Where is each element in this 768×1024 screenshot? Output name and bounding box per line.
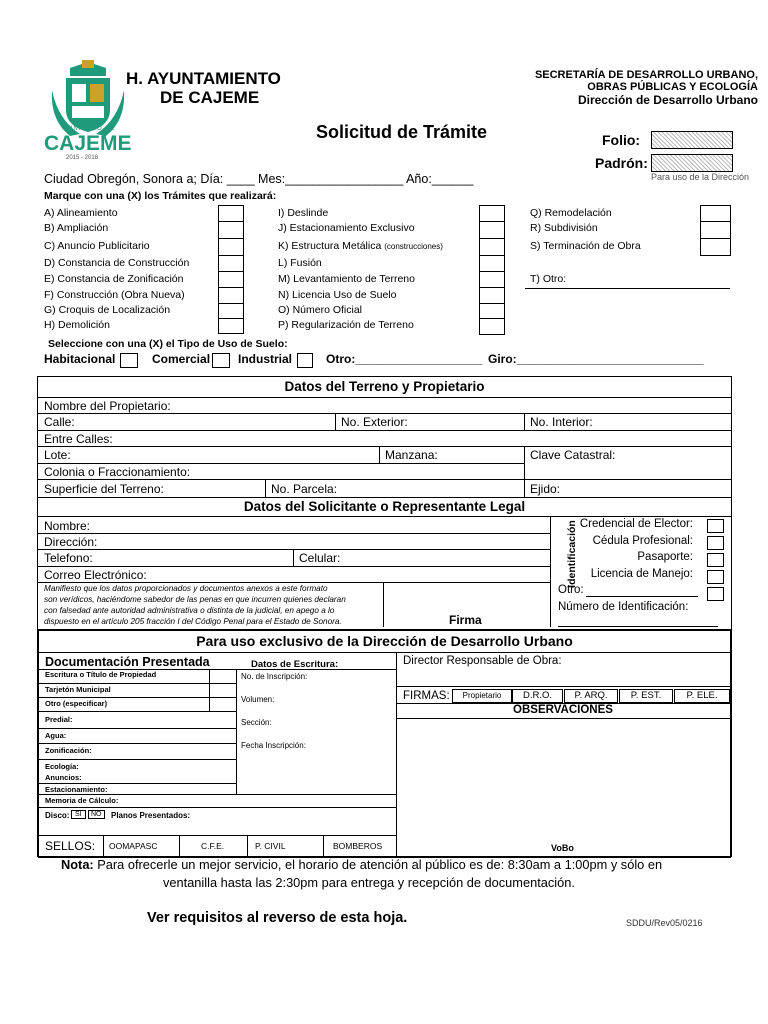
tramite-d: D) Constancia de Construcción — [44, 257, 190, 269]
no-inscripcion-label[interactable]: No. de Inscripción: — [241, 672, 308, 681]
firma-dro[interactable]: D.R.O. — [512, 689, 563, 703]
tramite-t: T) Otro: — [530, 273, 567, 285]
fecha-inscripcion-label[interactable]: Fecha Inscripción: — [241, 741, 306, 750]
form-main-box — [37, 376, 732, 857]
otro-id-line[interactable] — [586, 596, 698, 597]
tramite-checkbox[interactable] — [700, 205, 731, 222]
solicitante-title: Datos del Solicitante o Representante Legal — [243, 499, 526, 514]
tramite-checkbox[interactable] — [479, 205, 505, 222]
tramite-r: R) Subdivisión — [530, 222, 598, 234]
no-parcela-label[interactable]: No. Parcela: — [271, 482, 338, 496]
tramite-checkbox[interactable] — [218, 271, 244, 288]
disco-no-option[interactable]: NO — [88, 810, 105, 819]
uso-otro-field[interactable]: Otro:___________________ — [326, 352, 483, 366]
tramite-checkbox[interactable] — [218, 318, 244, 334]
manifiesto-line4: dispuesto en el artículo 205 fracción I del Código Penal para el Estado de Sonora. — [44, 617, 342, 626]
calle-label[interactable]: Calle: — [44, 415, 75, 429]
giro-field[interactable]: Giro:____________________________ — [488, 352, 704, 366]
nota-text1: Para ofrecerle un mejor servicio, el horario de atención al público es de: 8:30am a 1:00pm y sólo en — [97, 857, 663, 872]
tramite-p: P) Regularización de Terreno — [278, 319, 414, 331]
manifiesto-line1: Manifiesto que los datos proporcionados y documentos anexos a este formato — [44, 584, 328, 593]
nota-line1 — [61, 857, 662, 872]
folio-field[interactable] — [651, 131, 733, 149]
doc-estacionamiento: Estacionamiento: — [45, 785, 108, 794]
tramite-o: O) Número Oficial — [278, 304, 363, 316]
firma-parq[interactable]: P. ARQ. — [564, 689, 618, 703]
tramite-e: E) Constancia de Zonificación — [44, 273, 184, 285]
tramite-n: N) Licencia Uso de Suelo — [278, 289, 397, 301]
tramite-checkbox[interactable] — [218, 255, 244, 272]
doc-otro: Otro (especificar) — [45, 699, 108, 708]
numero-id-label: Número de Identificación: — [558, 601, 689, 613]
cedula-checkbox[interactable] — [707, 536, 724, 550]
numero-id-line[interactable] — [558, 626, 718, 627]
manifiesto-line3: con falsedad ante autoridad administrativa o distinta de la judicial, en apego a lo — [44, 606, 335, 615]
reverso-note: Ver requisitos al reverso de esta hoja. — [147, 910, 408, 926]
secretaria-line1: SECRETARÍA DE DESARROLLO URBANO, — [534, 69, 758, 81]
disco-label: Disco: — [45, 811, 70, 820]
sello-oomapasc: OOMAPASC — [109, 841, 158, 851]
sello-pcivil: P. CIVIL — [255, 841, 286, 851]
tramite-k — [278, 240, 443, 252]
firma-label[interactable]: Firma — [449, 613, 482, 627]
identificacion-vertical-label: Identificación — [566, 520, 578, 588]
tramite-checkbox[interactable] — [218, 221, 244, 239]
nota-label: Nota: — [61, 857, 94, 872]
licencia-label: Licencia de Manejo: — [590, 568, 693, 580]
checkbox-column-1 — [218, 205, 244, 333]
cedula-label: Cédula Profesional: — [592, 535, 693, 547]
form-code: SDDU/Rev05/0216 — [626, 918, 703, 928]
no-interior-label[interactable]: No. Interior: — [530, 415, 593, 429]
tramite-j: J) Estacionamiento Exclusivo — [278, 222, 415, 234]
logo-small-text: MUNICIPIO DE — [62, 126, 116, 132]
tramite-otro-line[interactable] — [525, 288, 730, 289]
otro-id-checkbox[interactable] — [707, 587, 724, 601]
tramite-h: H) Demolición — [44, 319, 110, 331]
firma-propietario[interactable]: Propietario — [452, 689, 512, 703]
observaciones-area[interactable] — [397, 719, 729, 844]
tramite-checkbox[interactable] — [218, 238, 244, 256]
firma-pele[interactable]: P. ELE. — [674, 689, 730, 703]
doc-anuncios: Anuncios: — [45, 773, 82, 782]
planos-label: Planos Presentados: — [111, 811, 191, 820]
nombre-propietario-label[interactable]: Nombre del Propietario: — [44, 399, 171, 413]
manifiesto-line2: son verídicos, haciéndome sabedor de las penas en que incurren quienes declaran — [44, 595, 346, 604]
nombre-solicitante-label[interactable]: Nombre: — [44, 519, 91, 533]
uso-comercial-checkbox[interactable] — [212, 353, 230, 368]
cajeme-logo — [40, 60, 136, 160]
ejido-label[interactable]: Ejido: — [530, 482, 561, 496]
tramite-i: I) Deslinde — [278, 207, 329, 219]
sello-cfe: C.F.E. — [201, 841, 225, 851]
tramite-c: C) Anuncio Publicitario — [44, 240, 150, 252]
tramite-checkbox[interactable] — [700, 238, 731, 256]
tramite-checkbox[interactable] — [218, 303, 244, 319]
doc-ecologia: Ecología: — [45, 762, 79, 771]
tramite-checkbox[interactable] — [479, 287, 505, 304]
tramite-k-note: (construcciones) — [384, 242, 443, 251]
uso-direccion-note: Para uso de la Dirección — [651, 172, 750, 182]
uso-suelo-title: Seleccione con una (X) el Tipo de Uso de Suelo: — [48, 338, 288, 350]
uso-industrial-checkbox[interactable] — [297, 353, 313, 368]
padron-field[interactable] — [651, 154, 733, 172]
tramite-b: B) Ampliación — [44, 222, 109, 234]
uso-exclusivo-box — [38, 629, 731, 858]
exclusivo-title: Para uso exclusivo de la Dirección de Desarrollo Urbano — [196, 633, 573, 649]
documentacion-title: Documentación Presentada — [45, 655, 210, 669]
tramite-k-label: K) Estructura Metálica — [278, 240, 382, 252]
tramite-checkbox[interactable] — [479, 255, 505, 272]
org-line2: DE CAJEME — [160, 88, 260, 107]
uso-habitacional-label: Habitacional — [44, 352, 116, 366]
tramite-checkbox[interactable] — [479, 271, 505, 288]
tramite-g: G) Croquis de Localización — [44, 304, 171, 316]
marque-instruction: Marque con una (X) los Trámites que realizará: — [44, 190, 277, 202]
direccion-label[interactable]: Dirección: — [44, 535, 98, 549]
uso-habitacional-checkbox[interactable] — [120, 353, 138, 368]
colonia-label[interactable]: Colonia o Fraccionamiento: — [44, 465, 191, 479]
superficie-label[interactable]: Superficie del Terreno: — [44, 482, 164, 496]
tramite-checkbox[interactable] — [218, 287, 244, 304]
clave-catastral-label[interactable]: Clave Catastral: — [530, 448, 616, 462]
director-label[interactable]: Director Responsable de Obra: — [403, 655, 562, 667]
datos-escritura-label: Datos de Escritura: — [251, 659, 339, 670]
pasaporte-label: Pasaporte: — [637, 551, 693, 563]
sello-bomberos: BOMBEROS — [333, 841, 383, 851]
doc-escritura: Escritura o Título de Propiedad — [45, 670, 157, 679]
doc-tarjeton: Tarjetón Municipal — [45, 685, 111, 694]
logo-years: 2015 - 2018 — [66, 155, 99, 161]
nota-line2: ventanilla hasta las 2:30pm para entrega y recepción de documentación. — [163, 875, 575, 890]
disco-si-option[interactable]: SI — [71, 810, 86, 819]
terreno-title: Datos del Terreno y Propietario — [284, 379, 485, 394]
volumen-label[interactable]: Volumen: — [241, 695, 275, 704]
form-title: Solicitud de Trámite — [316, 122, 488, 142]
vobo-label[interactable]: VoBo — [551, 843, 574, 853]
sellos-label: SELLOS: — [45, 839, 96, 853]
folio-label: Folio: — [602, 132, 641, 148]
checkbox-column-3 — [700, 205, 732, 257]
logo-name: CAJEME — [44, 132, 132, 155]
tramite-checkbox[interactable] — [700, 221, 731, 239]
firmas-label: FIRMAS: — [403, 690, 450, 702]
secretaria-line3: Dirección de Desarrollo Urbano — [577, 93, 758, 107]
tramite-m: M) Levantamiento de Terreno — [278, 273, 415, 285]
seccion-label[interactable]: Sección: — [241, 718, 272, 727]
tramite-checkbox[interactable] — [218, 205, 244, 222]
doc-agua: Agua: — [45, 731, 67, 740]
org-line1: H. AYUNTAMIENTO — [126, 69, 281, 88]
entre-calles-label[interactable]: Entre Calles: — [44, 432, 113, 446]
tramite-checkbox[interactable] — [479, 318, 505, 335]
tramite-checkbox[interactable] — [479, 221, 505, 239]
uso-industrial-label: Industrial — [238, 352, 293, 366]
secretaria-line2: OBRAS PÚBLICAS Y ECOLOGÍA — [587, 81, 758, 93]
credencial-checkbox[interactable] — [707, 519, 724, 533]
padron-label: Padrón: — [595, 155, 648, 171]
no-exterior-label[interactable]: No. Exterior: — [341, 415, 408, 429]
correo-label[interactable]: Correo Electrónico: — [44, 568, 147, 582]
celular-label[interactable]: Celular: — [299, 551, 341, 565]
otro-id-label: Otro: — [558, 584, 584, 596]
licencia-checkbox[interactable] — [707, 570, 724, 584]
credencial-label: Credencial de Elector: — [579, 518, 693, 530]
date-line[interactable]: Ciudad Obregón, Sonora a; Día: ____ Mes:_________________ Año:______ — [44, 172, 474, 186]
tramite-q: Q) Remodelación — [530, 207, 612, 219]
doc-memoria: Memoria de Cálculo: — [45, 796, 119, 805]
uso-comercial-label: Comercial — [152, 352, 211, 366]
tramite-f: F) Construcción (Obra Nueva) — [44, 289, 185, 301]
manzana-label[interactable]: Manzana: — [385, 448, 438, 462]
tramite-l: L) Fusión — [278, 257, 322, 269]
firma-pest[interactable]: P. EST. — [619, 689, 673, 703]
observaciones-title: OBSERVACIONES — [513, 704, 613, 716]
telefono-label[interactable]: Telefono: — [44, 551, 93, 565]
tramite-a: A) Alineamiento — [44, 207, 118, 219]
lote-label[interactable]: Lote: — [44, 448, 71, 462]
pasaporte-checkbox[interactable] — [707, 553, 724, 567]
doc-predial: Predial: — [45, 715, 73, 724]
tramite-checkbox[interactable] — [479, 238, 505, 256]
tramite-s: S) Terminación de Obra — [530, 240, 641, 252]
checkbox-column-2 — [479, 205, 505, 335]
doc-zonificacion: Zonificación: — [45, 746, 92, 755]
tramite-checkbox[interactable] — [479, 303, 505, 319]
